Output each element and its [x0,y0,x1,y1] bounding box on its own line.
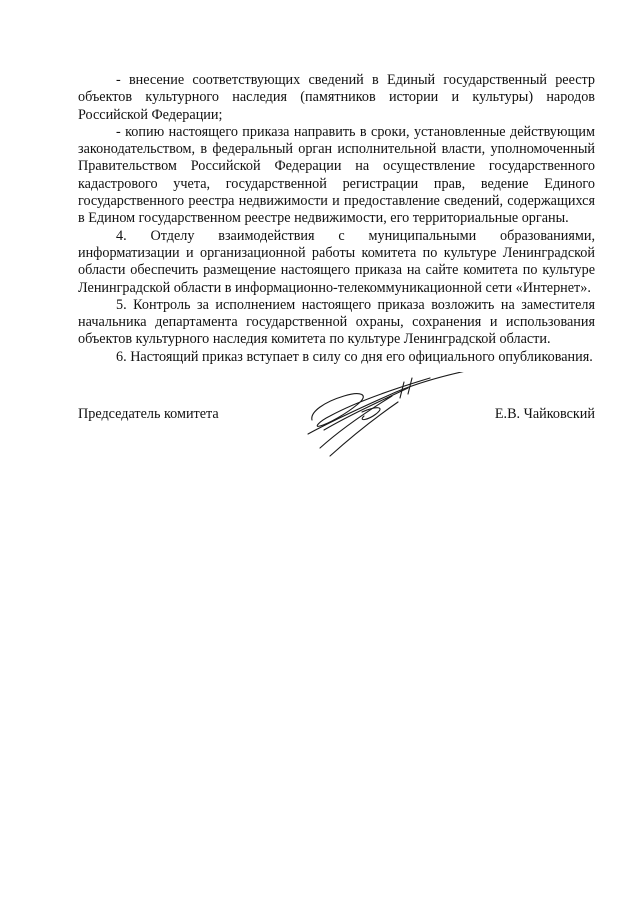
signatory-position: Председатель комитета [78,406,219,422]
signatory-name: Е.В. Чайковский [494,406,595,422]
handwritten-signature [300,372,490,462]
document-body [78,72,595,366]
paragraph-item-6: 6. Настоящий приказ вступает в силу со дня его официального опубликования. [116,348,593,365]
paragraph-send-copy: - копию настоящего приказа направить в сроки, установленные действующим законодательством, в федеральный орган исполнительной власти, уполномоченный Правительством Российской Федерации на осуществление государственного кадастрового учета, государственной регистрации прав, ведение Единого государственного реестра недвижимости и предоставление сведений, содержащихся в Едином государственном реестре недвижимости, его территориальные органы. [78,123,595,227]
signature-block [78,406,595,476]
paragraph-registry-entry: - внесение соответствующих сведений в Единый государственный реестр объектов культурного наследия (памятников истории и культуры) народов Российской Федерации; [78,72,595,123]
paragraph-item-5: 5. Контроль за исполнением настоящего приказа возложить на заместителя начальника департамента государственной охраны, сохранения и использования объектов культурного наследия комитета по культуре Ленинградской области. [78,296,595,348]
paragraph-item-4: 4. Отделу взаимодействия с муниципальными образованиями, информатизации и организационной работы комитета по культуре Ленинградской области обеспечить размещение настоящего приказа на сайте комитета по культуре Ленинградской области в информационно-телекоммуникационной сети «Интернет». [78,227,595,296]
